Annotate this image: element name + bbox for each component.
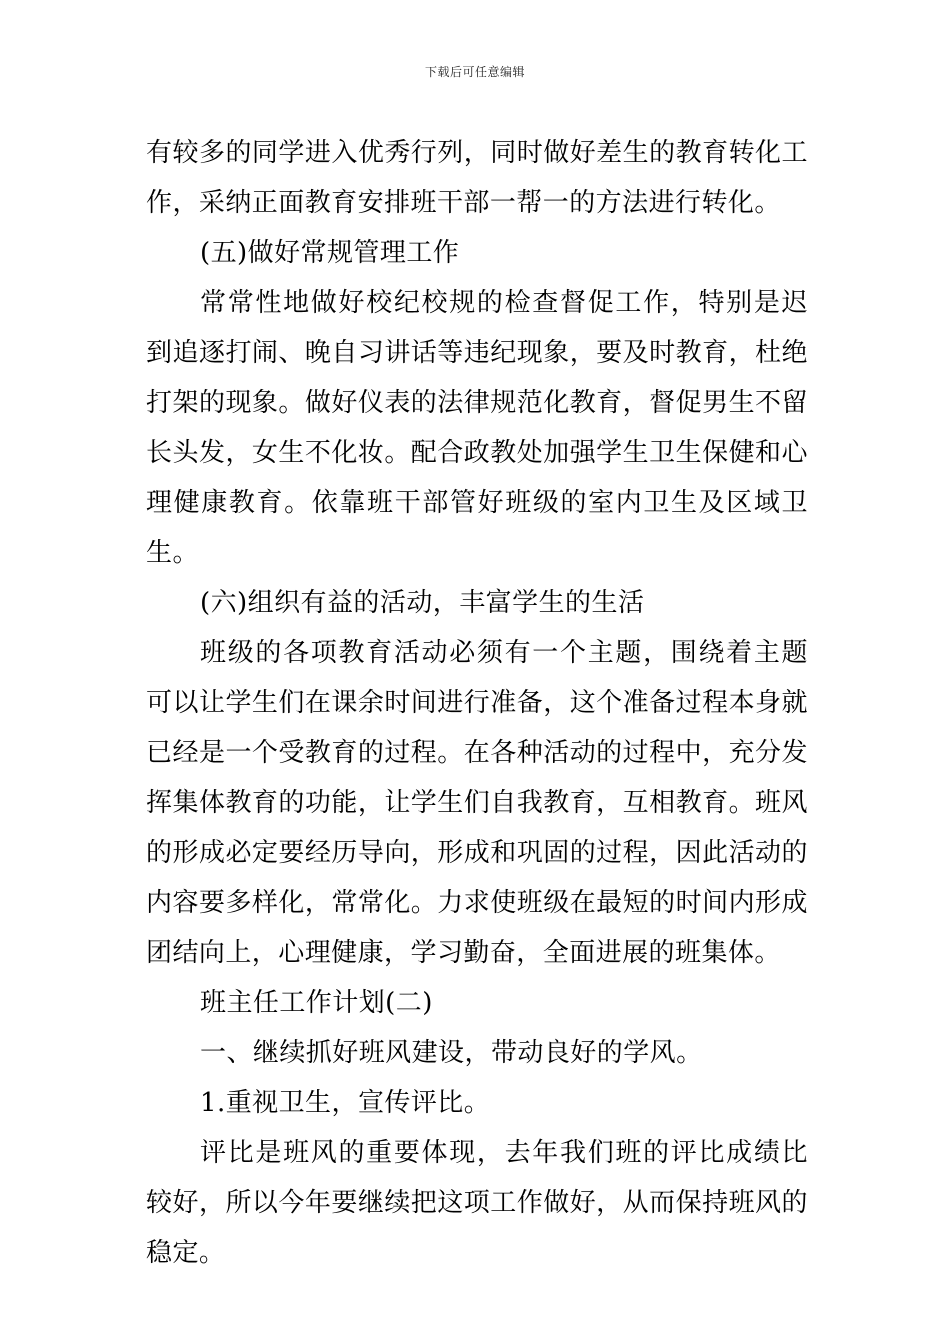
subsection-heading-hygiene: 1.重视卫生，宣传评比。 xyxy=(200,1088,491,1118)
page-header: 下载后可任意编辑 xyxy=(424,65,525,79)
paragraph-activities: 班级的各项教育活动必须有一个主题，围绕着主题可以让学生们在课余时间进行准备，这个准备过程本身就已经是一个受教育的过程。在各种活动的过程中，充分发挥集体教育的功能，让学生们自我教育，互相教育。班风的形成必定要经历导向，形成和巩固的过程，因此活动的内容要多样化，常常化。力求使班级在最短的时间内形成团结向上，心理健康，学习勤奋，全面进展的班集体。 xyxy=(146,638,808,968)
paragraph-continuation: 有较多的同学进入优秀行列，同时做好差生的教育转化工作，采纳正面教育安排班干部一帮一的方法进行转化。 xyxy=(146,138,808,218)
document-body xyxy=(146,128,808,1278)
paragraph-evaluation: 评比是班风的重要体现，去年我们班的评比成绩比较好，所以今年要继续把这项工作做好，从而保持班风的稳定。 xyxy=(146,1138,808,1268)
section-heading-one: 一、继续抓好班风建设，带动良好的学风。 xyxy=(200,1038,703,1068)
section-heading-five: (五)做好常规管理工作 xyxy=(200,238,460,268)
section-heading-six: (六)组织有益的活动，丰富学生的生活 xyxy=(200,588,645,618)
plan-title-two: 班主任工作计划(二) xyxy=(200,988,433,1018)
paragraph-routine-management: 常常性地做好校纪校规的检查督促工作，特别是迟到追逐打闹、晚自习讲话等违纪现象，要及时教育，杜绝打架的现象。做好仪表的法律规范化教育，督促男生不留长头发，女生不化妆。配合政教处加强学生卫生保健和心理健康教育。依靠班干部管好班级的室内卫生及区域卫生。 xyxy=(146,288,808,568)
